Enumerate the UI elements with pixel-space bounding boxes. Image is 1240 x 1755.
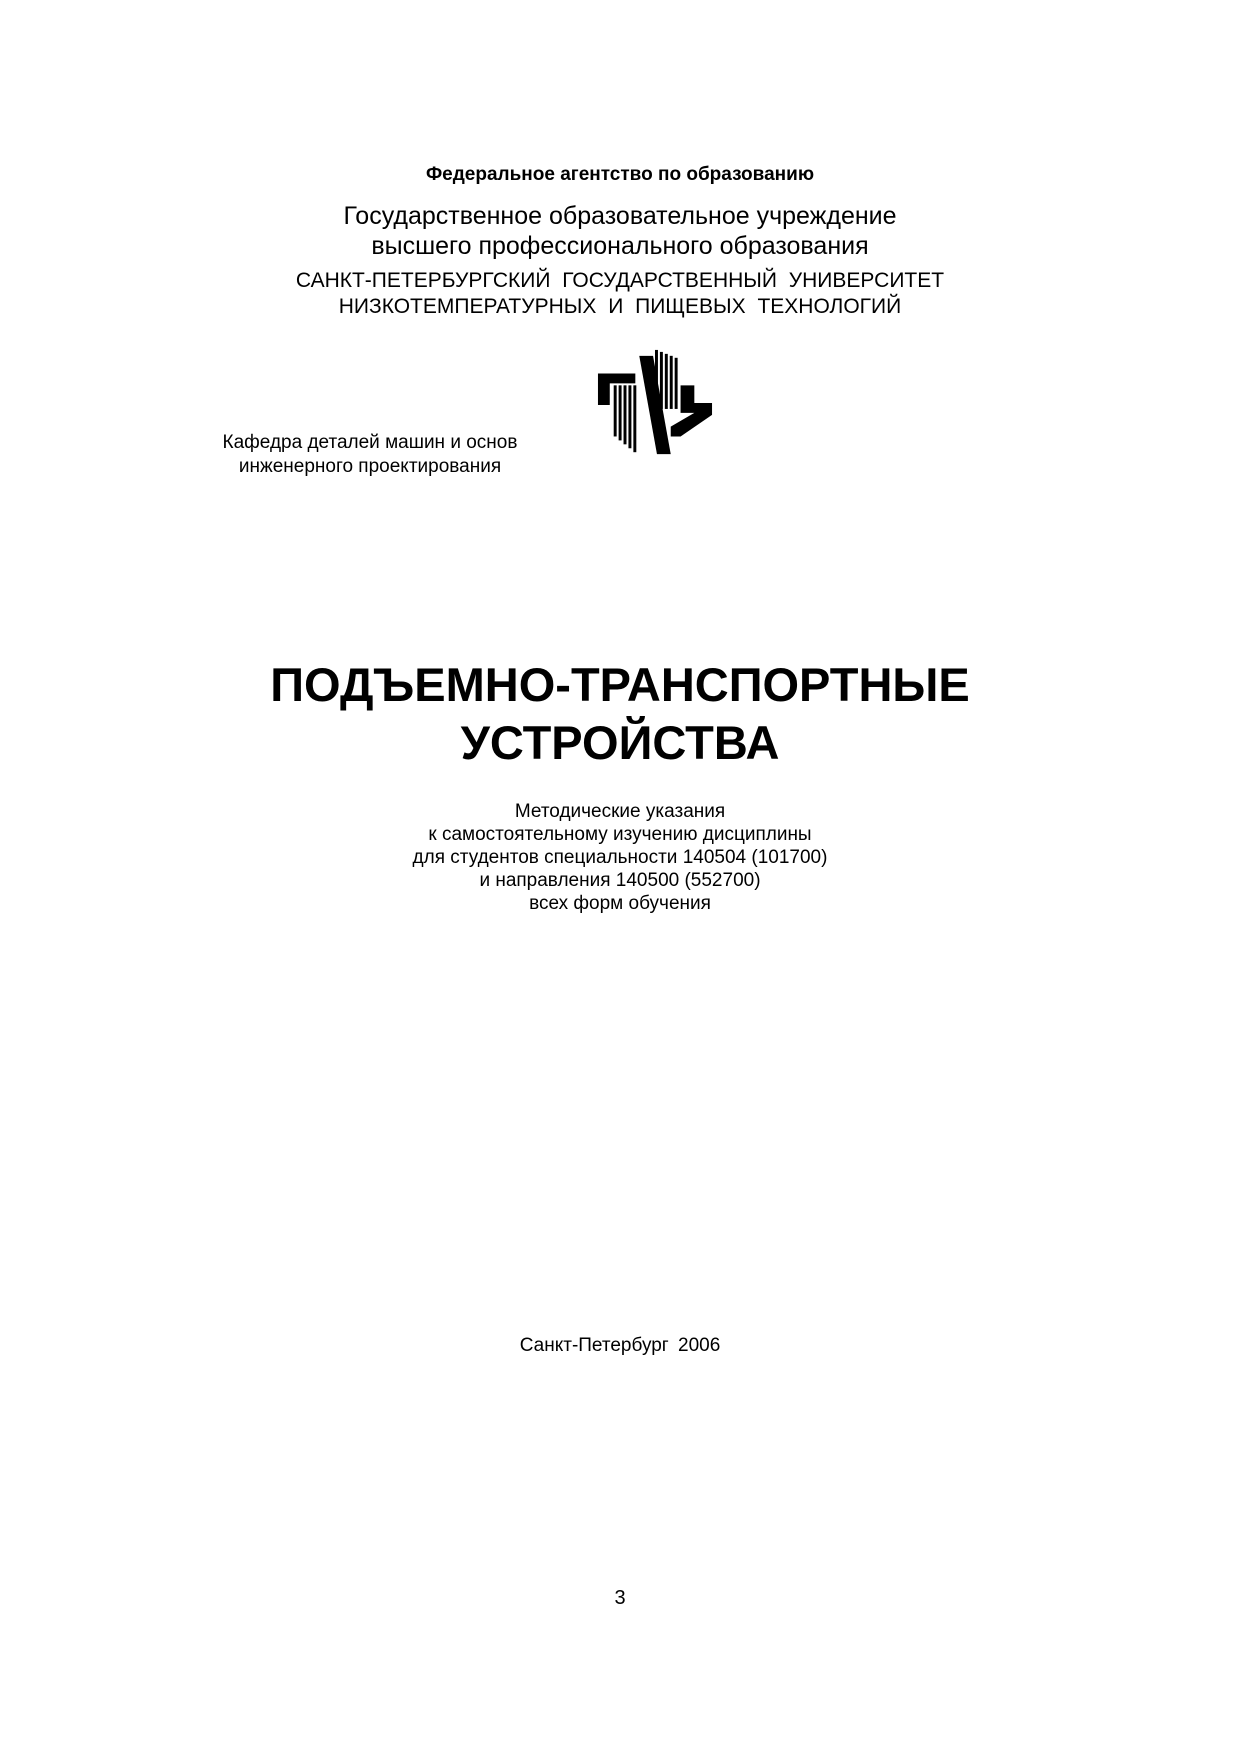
city-year: Санкт-Петербург 2006 [519,1335,721,1356]
university-name-line-2: НИЗКОТЕМПЕРАТУРНЫХ И ПИЩЕВЫХ ТЕХНОЛОГИЙ [338,295,902,318]
department-line-2: инженерного проектирования [238,456,502,477]
subtitle-line-1: Методические указания [514,801,726,822]
agency-name: Федеральное агентство по образованию [425,164,815,185]
subtitle-line-2: к самостоятельному изучению дисциплины [428,824,812,845]
institution-line-1: Государственное образовательное учреждение [343,202,897,230]
institution-line-2: высшего профессионального образования [371,232,869,260]
department-line-1: Кафедра деталей машин и основ [222,432,518,453]
page-number: 3 [614,1587,626,1609]
university-logo-icon [596,346,714,464]
subtitle-line-3: для студентов специальности 140504 (101700) [412,847,828,868]
university-name-line-1: САНКТ-ПЕТЕРБУРГСКИЙ ГОСУДАРСТВЕННЫЙ УНИВЕРСИТЕТ [295,269,945,292]
document-title-line-2: УСТРОЙСТВА [460,716,780,769]
document-title-line-1: ПОДЪЕМНО-ТРАНСПОРТНЫЕ [270,658,970,711]
subtitle-line-5: всех форм обучения [529,893,711,914]
subtitle-line-4: и направления 140500 (552700) [479,870,761,891]
